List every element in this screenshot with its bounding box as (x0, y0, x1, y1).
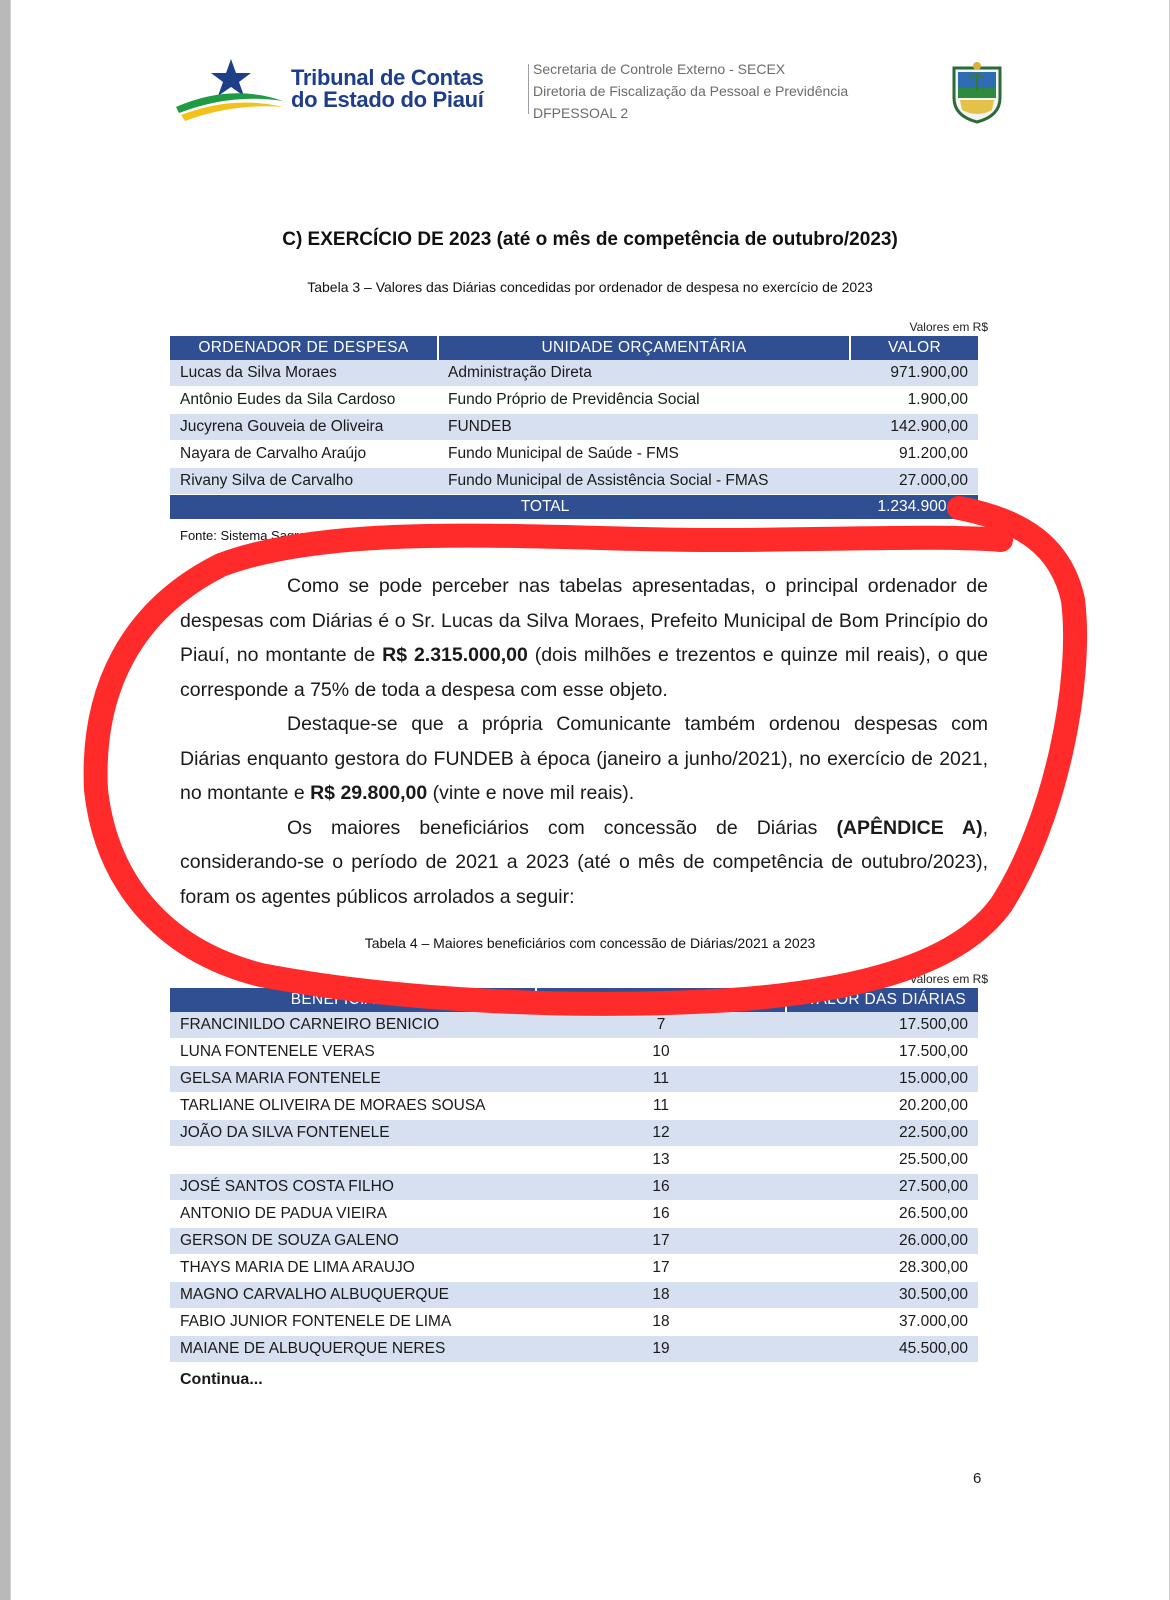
ordenador-cell: Nayara de Carvalho Araújo (170, 441, 438, 468)
p1-amount: R$ 2.315.000,00 (382, 644, 528, 666)
org-name-line2: do Estado do Piauí (291, 87, 484, 112)
quantidade-cell: 10 (536, 1039, 786, 1066)
table3-header-ordenador: ORDENADOR DE DESPESA (170, 336, 438, 360)
continua-label: Continua... (180, 1371, 263, 1388)
beneficiario-cell: GELSA MARIA FONTENELE (170, 1066, 536, 1093)
unidade-cell: Fundo Próprio de Previdência Social (438, 387, 850, 414)
org-name-line1: Tribunal de Contas (291, 65, 484, 90)
p1-text-b: (dois milhões e trezentos e quinze mil reais), o que corresponde a 75% de toda a despesa com esse objeto. (180, 644, 989, 701)
valor-cell: 17.500,00 (786, 1039, 978, 1066)
beneficiario-cell: MAIANE DE ALBUQUERQUE NERES (170, 1336, 536, 1363)
table4 (170, 988, 978, 1363)
p2-amount: R$ 29.800,00 (310, 782, 428, 804)
beneficiario-cell: ANTONIO DE PADUA VIEIRA (170, 1201, 536, 1228)
quantidade-cell: 13 (536, 1147, 786, 1174)
table-row (170, 1174, 978, 1201)
p3-text-a: Os maiores beneficiários com concessão de Diárias (287, 816, 837, 839)
table-row (170, 1120, 978, 1147)
p3-text-b: , considerando-se o período de 2021 a 2023 (até o mês de competência de outubro/2023), foram os agentes públicos arrolados a seguir: (180, 816, 989, 908)
valor-cell: 37.000,00 (786, 1309, 978, 1336)
quantidade-cell: 18 (536, 1282, 786, 1309)
paragraph-1 (180, 569, 988, 707)
table4-header-beneficiarios: BENEFICIÁRIOS (170, 988, 536, 1012)
table-row (170, 1309, 978, 1336)
table-row (170, 1039, 978, 1066)
valor-cell: 22.500,00 (786, 1120, 978, 1147)
table-row (170, 1093, 978, 1120)
table-row (170, 1228, 978, 1255)
page-number: 6 (973, 1470, 982, 1487)
valor-cell: 15.000,00 (786, 1066, 978, 1093)
beneficiario-cell: JOSÉ SANTOS COSTA FILHO (170, 1174, 536, 1201)
dept-line-3: DFPESSOAL 2 (533, 105, 629, 121)
valor-cell: 1.900,00 (850, 387, 978, 414)
unidade-cell: Administração Direta (438, 360, 850, 387)
logo-text (291, 67, 484, 111)
table4-header-quantidade: QUANTIDADE (536, 988, 786, 1012)
valor-cell: 17.500,00 (786, 1012, 978, 1039)
valor-cell: 27.000,00 (850, 468, 978, 495)
quantidade-cell: 11 (536, 1093, 786, 1120)
ordenador-cell: Rivany Silva de Carvalho (170, 468, 438, 495)
section-heading: C) EXERCÍCIO DE 2023 (até o mês de competência de outubro/2023) (282, 229, 898, 250)
quantidade-cell: 16 (536, 1201, 786, 1228)
paragraph-3 (180, 811, 988, 915)
p2-text-a: Destaque-se que a própria Comunicante também ordenou despesas com Diárias enquanto gestora do FUNDEB à época (janeiro a junho/2021), no exercício de 2021, no montante e (180, 713, 988, 804)
ordenador-cell: Antônio Eudes da Sila Cardoso (170, 387, 438, 414)
table3-caption: Tabela 3 – Valores das Diárias concedidas por ordenador de despesa no exercício de 2023 (307, 279, 873, 295)
table4-caption: Tabela 4 – Maiores beneficiários com concessão de Diárias/2021 a 2023 (364, 935, 816, 951)
total-label: TOTAL (170, 495, 850, 520)
paragraph-2 (180, 707, 988, 811)
table3-units-note: Valores em R$ (909, 320, 988, 334)
department-info (533, 58, 848, 124)
valor-cell: 30.500,00 (786, 1282, 978, 1309)
valor-cell: 142.900,00 (850, 414, 978, 441)
document-page (10, 0, 1170, 1600)
table3 (170, 336, 978, 520)
dept-line-1: Secretaria de Controle Externo - SECEX (533, 61, 786, 77)
quantidade-cell: 19 (536, 1336, 786, 1363)
valor-cell: 28.300,00 (786, 1255, 978, 1282)
table-row (170, 1066, 978, 1093)
table4-header-valor: VALOR DAS DIÁRIAS (786, 988, 978, 1012)
total-value: 1.234.900,00 (850, 495, 978, 520)
quantidade-cell: 7 (536, 1012, 786, 1039)
quantidade-cell: 11 (536, 1066, 786, 1093)
table-row (170, 414, 978, 441)
unidade-cell: FUNDEB (438, 414, 850, 441)
valor-cell: 20.200,00 (786, 1093, 978, 1120)
beneficiario-cell: MAGNO CARVALHO ALBUQUERQUE (170, 1282, 536, 1309)
p1-text-a: Como se pode perceber nas tabelas apresentadas, o principal ordenador de despesas com Diárias é o Sr. Lucas da Silva Moraes, Prefeito Municipal de Bom Princípio do Piauí, no montante de (180, 575, 988, 666)
table3-header-unidade: UNIDADE ORÇAMENTÁRIA (438, 336, 850, 360)
beneficiario-cell: FRANCINILDO CARNEIRO BENICIO (170, 1012, 536, 1039)
table-row (170, 1147, 978, 1174)
table-row (170, 1336, 978, 1363)
valor-cell: 91.200,00 (850, 441, 978, 468)
beneficiario-cell: GERSON DE SOUZA GALENO (170, 1228, 536, 1255)
valor-cell: 26.500,00 (786, 1201, 978, 1228)
unidade-cell: Fundo Municipal de Saúde - FMS (438, 441, 850, 468)
valor-cell: 971.900,00 (850, 360, 978, 387)
table3-source: Fonte: Sistema Sagres Contábil – 2023/TCE-PI (180, 528, 454, 543)
valor-cell: 25.500,00 (786, 1147, 978, 1174)
p2-text-b: (vinte e nove mil reais). (427, 782, 635, 804)
beneficiario-cell: TARLIANE OLIVEIRA DE MORAES SOUSA (170, 1093, 536, 1120)
table-row (170, 468, 978, 495)
table-row (170, 1201, 978, 1228)
header-divider (528, 64, 529, 114)
beneficiario-cell: LUNA FONTENELE VERAS (170, 1039, 536, 1066)
piaui-coat-of-arms-icon (946, 60, 1008, 124)
valor-cell: 27.500,00 (786, 1174, 978, 1201)
body-text (180, 569, 988, 914)
table-row (170, 387, 978, 414)
p3-appendix-ref: (APÊNDICE A) (836, 816, 983, 839)
table-row (170, 360, 978, 387)
table3-header-valor: VALOR (850, 336, 978, 360)
beneficiario-cell (170, 1147, 536, 1174)
table-row (170, 1282, 978, 1309)
table4-header-row (170, 988, 978, 1012)
unidade-cell: Fundo Municipal de Assistência Social - FMAS (438, 468, 850, 495)
dept-line-2: Diretoria de Fiscalização da Pessoal e Previdência (533, 83, 849, 99)
quantidade-cell: 17 (536, 1255, 786, 1282)
ordenador-cell: Jucyrena Gouveia de Oliveira (170, 414, 438, 441)
quantidade-cell: 17 (536, 1228, 786, 1255)
table-row (170, 1012, 978, 1039)
table3-header-row (170, 336, 978, 360)
quantidade-cell: 16 (536, 1174, 786, 1201)
table-row (170, 441, 978, 468)
table4-units-note: Valores em R$ (909, 972, 988, 986)
table-row (170, 1255, 978, 1282)
ordenador-cell: Lucas da Silva Moraes (170, 360, 438, 387)
star-swoosh-logo-icon (171, 55, 291, 125)
table3-total-row (170, 495, 978, 520)
beneficiario-cell: JOÃO DA SILVA FONTENELE (170, 1120, 536, 1147)
valor-cell: 26.000,00 (786, 1228, 978, 1255)
quantidade-cell: 12 (536, 1120, 786, 1147)
valor-cell: 45.500,00 (786, 1336, 978, 1363)
tce-pi-logo (171, 55, 501, 125)
beneficiario-cell: FABIO JUNIOR FONTENELE DE LIMA (170, 1309, 536, 1336)
beneficiario-cell: THAYS MARIA DE LIMA ARAUJO (170, 1255, 536, 1282)
quantidade-cell: 18 (536, 1309, 786, 1336)
